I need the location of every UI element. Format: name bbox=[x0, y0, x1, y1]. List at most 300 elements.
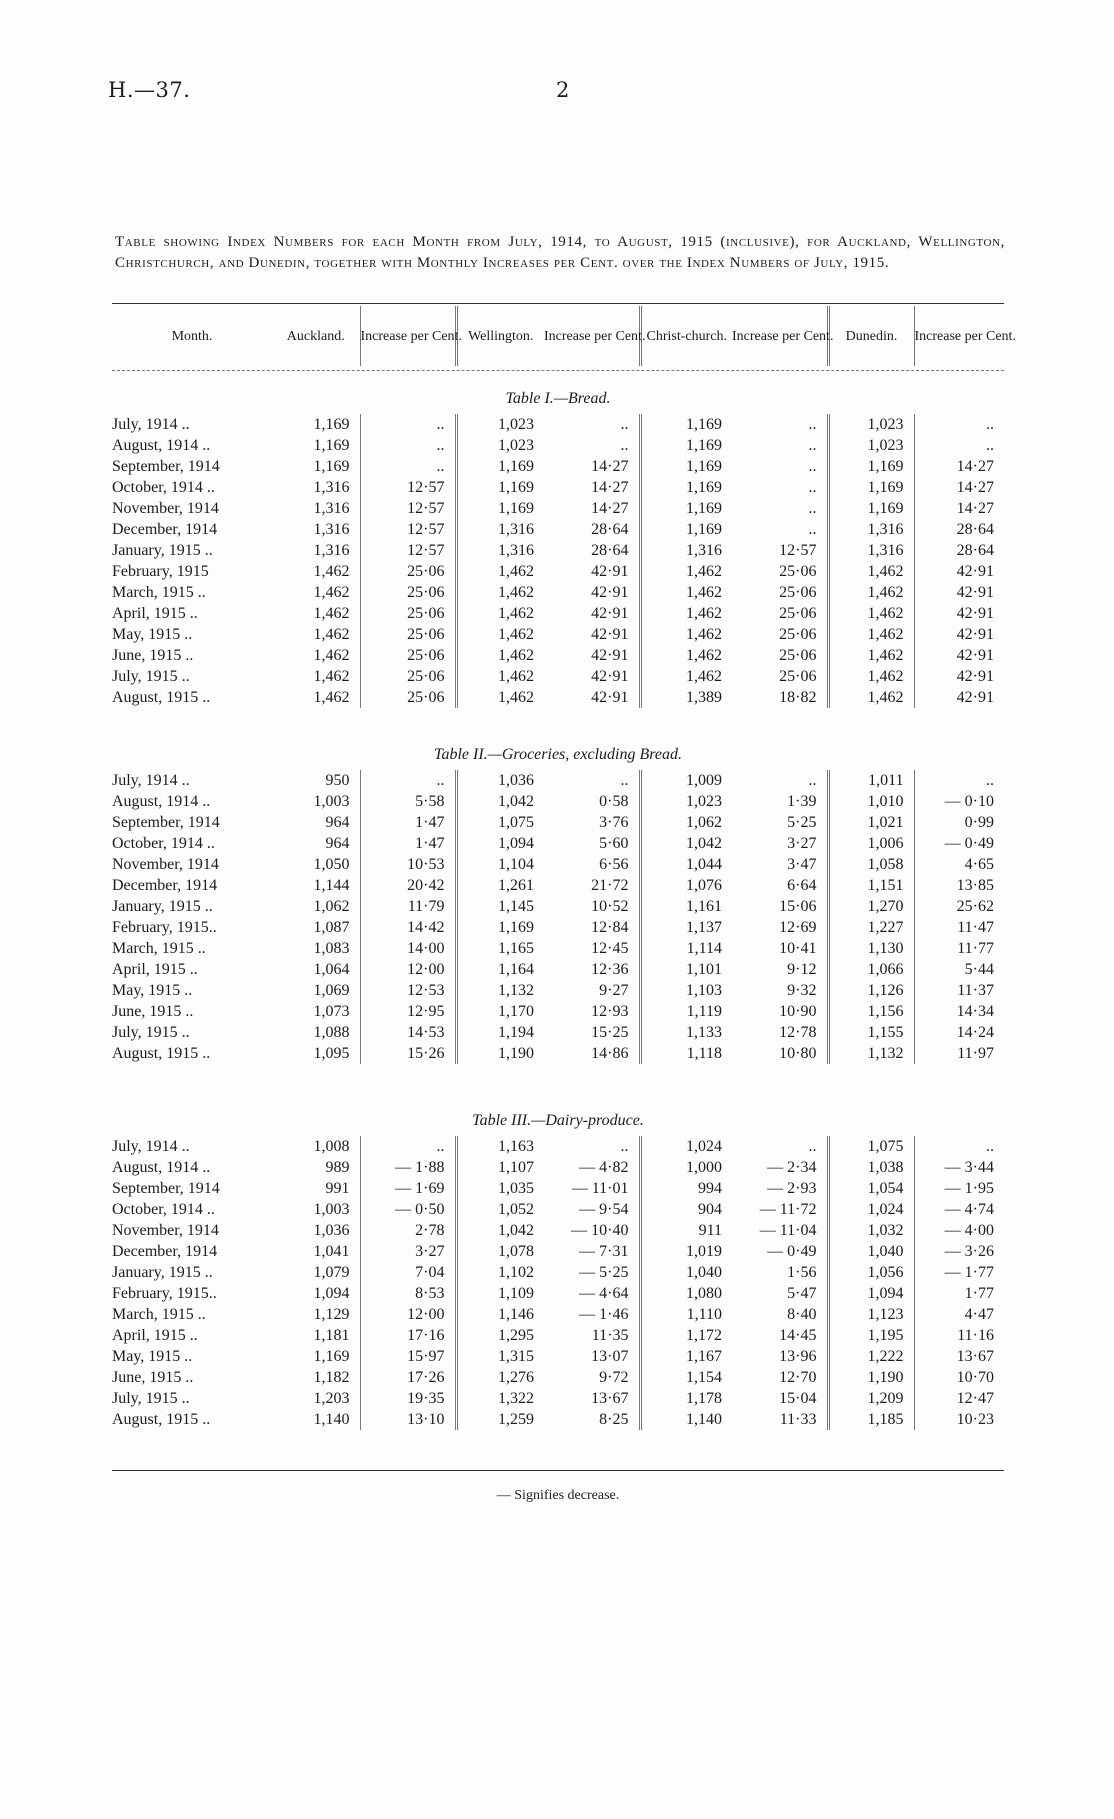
month-cell: August, 1915 .. bbox=[112, 1411, 211, 1428]
wellington-increase-cell: — 11·01 bbox=[571, 1180, 629, 1197]
auckland-cell: 1,316 bbox=[313, 479, 350, 496]
dunedin-cell: 1,075 bbox=[828, 1136, 914, 1157]
dunedin-cell: 1,021 bbox=[828, 812, 914, 833]
month-cell: November, 1914 bbox=[112, 856, 219, 873]
christchurch-cell: 1,103 bbox=[640, 980, 732, 1001]
christchurch-cell: 1,172 bbox=[640, 1325, 732, 1346]
wellington-increase-cell: .. bbox=[620, 1138, 629, 1155]
table-row bbox=[112, 1043, 1004, 1064]
table-row bbox=[112, 582, 1004, 603]
month-cell: May, 1915 .. bbox=[112, 626, 193, 643]
dunedin-cell: 1,462 bbox=[828, 687, 914, 708]
auckland-increase-cell: 1·47 bbox=[360, 833, 456, 854]
wellington-cell: 1,276 bbox=[456, 1367, 544, 1388]
christchurch-increase-cell: 25·06 bbox=[779, 605, 817, 622]
wellington-cell: 1,194 bbox=[456, 1022, 544, 1043]
dunedin-increase-cell: 42·91 bbox=[914, 582, 1004, 603]
table-row bbox=[112, 791, 1004, 812]
table-row bbox=[112, 540, 1004, 561]
christchurch-cell: 1,169 bbox=[640, 498, 732, 519]
dunedin-increase-cell: — 0·49 bbox=[914, 833, 1004, 854]
wellington-cell: 1,132 bbox=[456, 980, 544, 1001]
month-cell: July, 1915 .. bbox=[112, 1390, 190, 1407]
dunedin-cell: 1,195 bbox=[828, 1325, 914, 1346]
month-cell: December, 1914 bbox=[112, 1243, 218, 1260]
table-row bbox=[112, 561, 1004, 582]
table-row bbox=[112, 812, 1004, 833]
month-cell: August, 1915 .. bbox=[112, 1045, 211, 1062]
dunedin-increase-cell: 10·70 bbox=[914, 1367, 1004, 1388]
wellington-cell: 1,042 bbox=[456, 1220, 544, 1241]
auckland-cell: 1,462 bbox=[313, 626, 350, 643]
auckland-increase-cell: 10·53 bbox=[360, 854, 456, 875]
dunedin-cell: 1,056 bbox=[828, 1262, 914, 1283]
table-row bbox=[112, 1283, 1004, 1304]
auckland-increase-cell: 25·06 bbox=[360, 666, 456, 687]
auckland-increase-cell: 12·57 bbox=[360, 477, 456, 498]
christchurch-increase-cell: 9·32 bbox=[787, 982, 817, 999]
dunedin-cell: 1,209 bbox=[828, 1388, 914, 1409]
christchurch-increase-cell: 13·96 bbox=[779, 1348, 817, 1365]
wellington-increase-cell: — 9·54 bbox=[579, 1201, 629, 1218]
month-cell: June, 1915 .. bbox=[112, 1003, 194, 1020]
christchurch-increase-cell: .. bbox=[808, 458, 817, 475]
auckland-cell: 1,462 bbox=[313, 605, 350, 622]
dunedin-increase-cell: 42·91 bbox=[914, 561, 1004, 582]
auckland-increase-cell: 7·04 bbox=[360, 1262, 456, 1283]
dunedin-increase-cell: 11·77 bbox=[914, 938, 1004, 959]
auckland-increase-cell: 12·00 bbox=[360, 959, 456, 980]
christchurch-cell: 1,040 bbox=[640, 1262, 732, 1283]
dunedin-cell: 1,006 bbox=[828, 833, 914, 854]
auckland-cell: 1,095 bbox=[313, 1045, 350, 1062]
dunedin-cell: 1,155 bbox=[828, 1022, 914, 1043]
auckland-cell: 964 bbox=[325, 835, 350, 852]
auckland-cell: 1,003 bbox=[313, 793, 350, 810]
table-caption: Table showing Index Numbers for each Month from July, 1914, to August, 1915 (inclusive), for Auckland, Wellington, Christchurch, and Dunedin, together with Monthly Increases per Cent. over the Index Numbers of July, 1915. bbox=[115, 234, 1005, 271]
dunedin-increase-cell: 0·99 bbox=[914, 812, 1004, 833]
dunedin-cell: 1,227 bbox=[828, 917, 914, 938]
dunedin-cell: 1,024 bbox=[828, 1199, 914, 1220]
wellington-increase-cell: .. bbox=[620, 772, 629, 789]
christchurch-increase-cell: 12·69 bbox=[779, 919, 817, 936]
section-title-bread: Table I.—Bread. bbox=[505, 390, 611, 407]
col-header-dunedin: Dunedin. bbox=[828, 306, 914, 366]
dunedin-increase-cell: 4·65 bbox=[914, 854, 1004, 875]
month-cell: April, 1915 .. bbox=[112, 1327, 198, 1344]
wellington-increase-cell: 3·76 bbox=[599, 814, 629, 831]
dunedin-cell: 1,462 bbox=[828, 561, 914, 582]
christchurch-cell: 1,161 bbox=[640, 896, 732, 917]
wellington-increase-cell: 12·36 bbox=[591, 961, 629, 978]
auckland-cell: 1,036 bbox=[313, 1222, 350, 1239]
wellington-cell: 1,035 bbox=[456, 1178, 544, 1199]
christchurch-cell: 1,080 bbox=[640, 1283, 732, 1304]
christchurch-increase-cell: 18·82 bbox=[779, 689, 817, 706]
christchurch-increase-cell: 25·06 bbox=[779, 584, 817, 601]
christchurch-cell: 1,462 bbox=[640, 624, 732, 645]
month-cell: July, 1914 .. bbox=[112, 772, 190, 789]
dunedin-increase-cell: .. bbox=[914, 435, 1004, 456]
table-row bbox=[112, 1178, 1004, 1199]
dunedin-increase-cell: — 4·00 bbox=[914, 1220, 1004, 1241]
month-cell: August, 1914 .. bbox=[112, 793, 211, 810]
dunedin-increase-cell: 4·47 bbox=[914, 1304, 1004, 1325]
auckland-cell: 1,129 bbox=[313, 1306, 350, 1323]
dunedin-cell: 1,151 bbox=[828, 875, 914, 896]
dunedin-cell: 1,023 bbox=[828, 414, 914, 435]
table-row bbox=[112, 456, 1004, 477]
auckland-cell: 991 bbox=[325, 1180, 350, 1197]
dunedin-increase-cell: .. bbox=[914, 770, 1004, 791]
christchurch-cell: 1,076 bbox=[640, 875, 732, 896]
auckland-increase-cell: 14·53 bbox=[360, 1022, 456, 1043]
auckland-increase-cell: 15·97 bbox=[360, 1346, 456, 1367]
christchurch-increase-cell: .. bbox=[808, 437, 817, 454]
auckland-increase-cell: 14·00 bbox=[360, 938, 456, 959]
wellington-increase-cell: — 1·46 bbox=[579, 1306, 629, 1323]
dunedin-increase-cell: 5·44 bbox=[914, 959, 1004, 980]
month-cell: September, 1914 bbox=[112, 458, 220, 475]
col-header-increase: Increase per Cent. bbox=[732, 328, 834, 344]
christchurch-increase-cell: — 2·93 bbox=[767, 1180, 817, 1197]
christchurch-increase-cell: .. bbox=[808, 500, 817, 517]
header-rule bbox=[112, 370, 1004, 371]
page-number: 2 bbox=[556, 78, 570, 102]
month-cell: January, 1915 .. bbox=[112, 542, 213, 559]
wellington-cell: 1,163 bbox=[456, 1136, 544, 1157]
dunedin-cell: 1,126 bbox=[828, 980, 914, 1001]
table-row bbox=[112, 938, 1004, 959]
christchurch-cell: 1,044 bbox=[640, 854, 732, 875]
christchurch-increase-cell: 3·47 bbox=[787, 856, 817, 873]
month-cell: November, 1914 bbox=[112, 500, 219, 517]
dunedin-increase-cell: — 0·10 bbox=[914, 791, 1004, 812]
christchurch-cell: 1,169 bbox=[640, 456, 732, 477]
auckland-increase-cell: 17·26 bbox=[360, 1367, 456, 1388]
wellington-increase-cell: 13·07 bbox=[591, 1348, 629, 1365]
christchurch-cell: 1,462 bbox=[640, 645, 732, 666]
christchurch-cell: 1,101 bbox=[640, 959, 732, 980]
wellington-increase-cell: — 5·25 bbox=[579, 1264, 629, 1281]
christchurch-cell: 1,009 bbox=[640, 770, 732, 791]
christchurch-cell: 994 bbox=[640, 1178, 732, 1199]
wellington-cell: 1,170 bbox=[456, 1001, 544, 1022]
auckland-increase-cell: 12·95 bbox=[360, 1001, 456, 1022]
wellington-increase-cell: 9·27 bbox=[599, 982, 629, 999]
christchurch-cell: 1,062 bbox=[640, 812, 732, 833]
table-row bbox=[112, 1388, 1004, 1409]
christchurch-increase-cell: 25·06 bbox=[779, 647, 817, 664]
dunedin-cell: 1,058 bbox=[828, 854, 914, 875]
auckland-increase-cell: 1·47 bbox=[360, 812, 456, 833]
wellington-increase-cell: 8·25 bbox=[599, 1411, 629, 1428]
table-row bbox=[112, 980, 1004, 1001]
auckland-cell: 964 bbox=[325, 814, 350, 831]
auckland-increase-cell: 12·57 bbox=[360, 519, 456, 540]
wellington-increase-cell: — 4·82 bbox=[579, 1159, 629, 1176]
dunedin-cell: 1,462 bbox=[828, 645, 914, 666]
wellington-cell: 1,164 bbox=[456, 959, 544, 980]
dairy-table bbox=[112, 1136, 1004, 1430]
month-cell: August, 1915 .. bbox=[112, 689, 211, 706]
table-row bbox=[112, 1241, 1004, 1262]
dunedin-increase-cell: .. bbox=[914, 1136, 1004, 1157]
wellington-cell: 1,316 bbox=[456, 540, 544, 561]
month-cell: May, 1915 .. bbox=[112, 1348, 193, 1365]
christchurch-cell: 1,178 bbox=[640, 1388, 732, 1409]
dunedin-cell: 1,316 bbox=[828, 540, 914, 561]
table-row bbox=[112, 603, 1004, 624]
christchurch-increase-cell: .. bbox=[808, 1138, 817, 1155]
month-cell: October, 1914 .. bbox=[112, 1201, 215, 1218]
dunedin-cell: 1,054 bbox=[828, 1178, 914, 1199]
christchurch-cell: 1,019 bbox=[640, 1241, 732, 1262]
wellington-cell: 1,462 bbox=[456, 624, 544, 645]
auckland-increase-cell: — 1·69 bbox=[360, 1178, 456, 1199]
col-header-christchurch: Christ-church. bbox=[640, 306, 732, 366]
christchurch-increase-cell: 11·33 bbox=[779, 1411, 817, 1428]
table-row bbox=[112, 1001, 1004, 1022]
auckland-increase-cell: .. bbox=[360, 414, 456, 435]
dunedin-increase-cell: 42·91 bbox=[914, 624, 1004, 645]
bread-table bbox=[112, 414, 1004, 708]
christchurch-increase-cell: 10·90 bbox=[779, 1003, 817, 1020]
top-rule bbox=[112, 303, 1004, 304]
wellington-cell: 1,023 bbox=[456, 435, 544, 456]
christchurch-increase-cell: .. bbox=[808, 521, 817, 538]
col-header-increase: Increase per Cent. bbox=[360, 306, 456, 366]
wellington-increase-cell: — 7·31 bbox=[579, 1243, 629, 1260]
month-cell: July, 1915 .. bbox=[112, 1024, 190, 1041]
auckland-cell: 1,144 bbox=[313, 877, 350, 894]
auckland-cell: 1,462 bbox=[313, 584, 350, 601]
dunedin-cell: 1,190 bbox=[828, 1367, 914, 1388]
wellington-cell: 1,316 bbox=[456, 519, 544, 540]
auckland-increase-cell: .. bbox=[360, 435, 456, 456]
auckland-cell: 1,079 bbox=[313, 1264, 350, 1281]
dunedin-cell: 1,222 bbox=[828, 1346, 914, 1367]
dunedin-increase-cell: 12·47 bbox=[914, 1388, 1004, 1409]
wellington-increase-cell: 0·58 bbox=[599, 793, 629, 810]
auckland-increase-cell: 25·06 bbox=[360, 645, 456, 666]
dunedin-increase-cell: 28·64 bbox=[914, 540, 1004, 561]
wellington-cell: 1,036 bbox=[456, 770, 544, 791]
dunedin-increase-cell: 11·47 bbox=[914, 917, 1004, 938]
dunedin-cell: 1,023 bbox=[828, 435, 914, 456]
auckland-increase-cell: 12·53 bbox=[360, 980, 456, 1001]
wellington-increase-cell: 14·27 bbox=[591, 500, 629, 517]
auckland-increase-cell: .. bbox=[360, 1136, 456, 1157]
christchurch-increase-cell: 15·06 bbox=[779, 898, 817, 915]
wellington-cell: 1,462 bbox=[456, 687, 544, 708]
auckland-increase-cell: 8·53 bbox=[360, 1283, 456, 1304]
table-row bbox=[112, 896, 1004, 917]
month-cell: September, 1914 bbox=[112, 1180, 220, 1197]
dunedin-cell: 1,462 bbox=[828, 603, 914, 624]
col-header-increase: Increase per Cent. bbox=[914, 306, 1004, 366]
dunedin-cell: 1,032 bbox=[828, 1220, 914, 1241]
month-cell: February, 1915 bbox=[112, 563, 209, 580]
wellington-increase-cell: 42·91 bbox=[591, 647, 629, 664]
christchurch-cell: 1,462 bbox=[640, 582, 732, 603]
wellington-increase-cell: 15·25 bbox=[591, 1024, 629, 1041]
christchurch-increase-cell: — 11·72 bbox=[759, 1201, 817, 1218]
auckland-cell: 1,182 bbox=[313, 1369, 350, 1386]
wellington-cell: 1,104 bbox=[456, 854, 544, 875]
christchurch-cell: 1,024 bbox=[640, 1136, 732, 1157]
christchurch-increase-cell: 8·40 bbox=[787, 1306, 817, 1323]
col-header-auckland: Auckland. bbox=[286, 328, 345, 344]
auckland-cell: 1,462 bbox=[313, 563, 350, 580]
table-row bbox=[112, 666, 1004, 687]
table-row bbox=[112, 477, 1004, 498]
col-header-increase: Increase per Cent. bbox=[544, 328, 646, 344]
auckland-increase-cell: 25·06 bbox=[360, 687, 456, 708]
dunedin-increase-cell: — 1·77 bbox=[914, 1262, 1004, 1283]
month-cell: March, 1915 .. bbox=[112, 1306, 206, 1323]
wellington-increase-cell: 21·72 bbox=[591, 877, 629, 894]
month-cell: June, 1915 .. bbox=[112, 647, 194, 664]
dunedin-increase-cell: 14·27 bbox=[914, 456, 1004, 477]
month-cell: June, 1915 .. bbox=[112, 1369, 194, 1386]
auckland-increase-cell: 25·06 bbox=[360, 624, 456, 645]
auckland-increase-cell: .. bbox=[360, 456, 456, 477]
wellington-cell: 1,462 bbox=[456, 603, 544, 624]
table-row bbox=[112, 1367, 1004, 1388]
wellington-cell: 1,023 bbox=[456, 414, 544, 435]
wellington-increase-cell: — 4·64 bbox=[579, 1285, 629, 1302]
auckland-cell: 1,203 bbox=[313, 1390, 350, 1407]
wellington-increase-cell: 42·91 bbox=[591, 563, 629, 580]
christchurch-increase-cell: 6·64 bbox=[787, 877, 817, 894]
christchurch-increase-cell: 10·41 bbox=[779, 940, 817, 957]
wellington-cell: 1,322 bbox=[456, 1388, 544, 1409]
dunedin-increase-cell: 11·16 bbox=[914, 1325, 1004, 1346]
wellington-cell: 1,109 bbox=[456, 1283, 544, 1304]
christchurch-cell: 1,169 bbox=[640, 519, 732, 540]
month-cell: January, 1915 .. bbox=[112, 1264, 213, 1281]
dunedin-increase-cell: 10·23 bbox=[914, 1409, 1004, 1430]
col-header-wellington: Wellington. bbox=[456, 306, 544, 366]
dunedin-cell: 1,094 bbox=[828, 1283, 914, 1304]
dunedin-increase-cell: 13·67 bbox=[914, 1346, 1004, 1367]
christchurch-cell: 1,389 bbox=[640, 687, 732, 708]
christchurch-cell: 911 bbox=[640, 1220, 732, 1241]
christchurch-increase-cell: .. bbox=[808, 416, 817, 433]
dunedin-cell: 1,123 bbox=[828, 1304, 914, 1325]
christchurch-cell: 1,114 bbox=[640, 938, 732, 959]
month-cell: November, 1914 bbox=[112, 1222, 219, 1239]
table-row bbox=[112, 959, 1004, 980]
bottom-rule bbox=[112, 1470, 1004, 1471]
christchurch-increase-cell: 12·70 bbox=[779, 1369, 817, 1386]
wellington-increase-cell: 6·56 bbox=[599, 856, 629, 873]
auckland-increase-cell: 19·35 bbox=[360, 1388, 456, 1409]
wellington-cell: 1,169 bbox=[456, 477, 544, 498]
christchurch-increase-cell: .. bbox=[808, 772, 817, 789]
wellington-increase-cell: 12·45 bbox=[591, 940, 629, 957]
month-cell: March, 1915 .. bbox=[112, 940, 206, 957]
section-title-groceries: Table II.—Groceries, excluding Bread. bbox=[434, 746, 682, 763]
dunedin-increase-cell: — 4·74 bbox=[914, 1199, 1004, 1220]
auckland-cell: 1,041 bbox=[313, 1243, 350, 1260]
dunedin-cell: 1,169 bbox=[828, 477, 914, 498]
wellington-cell: 1,075 bbox=[456, 812, 544, 833]
christchurch-cell: 1,119 bbox=[640, 1001, 732, 1022]
wellington-cell: 1,462 bbox=[456, 561, 544, 582]
wellington-cell: 1,169 bbox=[456, 498, 544, 519]
dunedin-increase-cell: 13·85 bbox=[914, 875, 1004, 896]
dunedin-cell: 1,066 bbox=[828, 959, 914, 980]
auckland-increase-cell: 25·06 bbox=[360, 582, 456, 603]
table-row bbox=[112, 1409, 1004, 1430]
auckland-cell: 1,169 bbox=[313, 458, 350, 475]
wellington-increase-cell: 14·86 bbox=[591, 1045, 629, 1062]
month-cell: August, 1914 .. bbox=[112, 437, 211, 454]
auckland-increase-cell: — 0·50 bbox=[360, 1199, 456, 1220]
auckland-cell: 1,462 bbox=[313, 689, 350, 706]
wellington-increase-cell: 42·91 bbox=[591, 584, 629, 601]
wellington-increase-cell: 5·60 bbox=[599, 835, 629, 852]
wellington-increase-cell: 42·91 bbox=[591, 689, 629, 706]
auckland-cell: 1,462 bbox=[313, 647, 350, 664]
month-cell: April, 1915 .. bbox=[112, 605, 198, 622]
christchurch-cell: 1,316 bbox=[640, 540, 732, 561]
wellington-increase-cell: 14·27 bbox=[591, 458, 629, 475]
christchurch-cell: 1,462 bbox=[640, 603, 732, 624]
christchurch-increase-cell: 5·25 bbox=[787, 814, 817, 831]
dunedin-cell: 1,462 bbox=[828, 582, 914, 603]
auckland-increase-cell: 12·57 bbox=[360, 540, 456, 561]
table-row bbox=[112, 833, 1004, 854]
auckland-increase-cell: 11·79 bbox=[360, 896, 456, 917]
wellington-increase-cell: — 10·40 bbox=[571, 1222, 629, 1239]
wellington-cell: 1,102 bbox=[456, 1262, 544, 1283]
wellington-cell: 1,165 bbox=[456, 938, 544, 959]
auckland-cell: 1,073 bbox=[313, 1003, 350, 1020]
table-row bbox=[112, 519, 1004, 540]
auckland-increase-cell: .. bbox=[360, 770, 456, 791]
wellington-cell: 1,190 bbox=[456, 1043, 544, 1064]
table-row bbox=[112, 414, 1004, 435]
table-row bbox=[112, 770, 1004, 791]
wellington-increase-cell: 12·84 bbox=[591, 919, 629, 936]
month-cell: February, 1915.. bbox=[112, 919, 217, 936]
table-row bbox=[112, 645, 1004, 666]
wellington-cell: 1,078 bbox=[456, 1241, 544, 1262]
month-cell: January, 1915 .. bbox=[112, 898, 213, 915]
christchurch-cell: 1,154 bbox=[640, 1367, 732, 1388]
auckland-cell: 1,088 bbox=[313, 1024, 350, 1041]
christchurch-increase-cell: 15·04 bbox=[779, 1390, 817, 1407]
month-cell: April, 1915 .. bbox=[112, 961, 198, 978]
wellington-increase-cell: 13·67 bbox=[591, 1390, 629, 1407]
christchurch-cell: 1,000 bbox=[640, 1157, 732, 1178]
table-row bbox=[112, 1157, 1004, 1178]
wellington-cell: 1,462 bbox=[456, 582, 544, 603]
christchurch-increase-cell: — 0·49 bbox=[767, 1243, 817, 1260]
wellington-cell: 1,052 bbox=[456, 1199, 544, 1220]
auckland-cell: 1,003 bbox=[313, 1201, 350, 1218]
wellington-increase-cell: 42·91 bbox=[591, 605, 629, 622]
auckland-increase-cell: 3·27 bbox=[360, 1241, 456, 1262]
christchurch-cell: 1,462 bbox=[640, 666, 732, 687]
dunedin-increase-cell: — 3·26 bbox=[914, 1241, 1004, 1262]
page-reference: H.—37. bbox=[108, 78, 191, 102]
month-cell: July, 1914 .. bbox=[112, 416, 190, 433]
dunedin-cell: 1,132 bbox=[828, 1043, 914, 1064]
